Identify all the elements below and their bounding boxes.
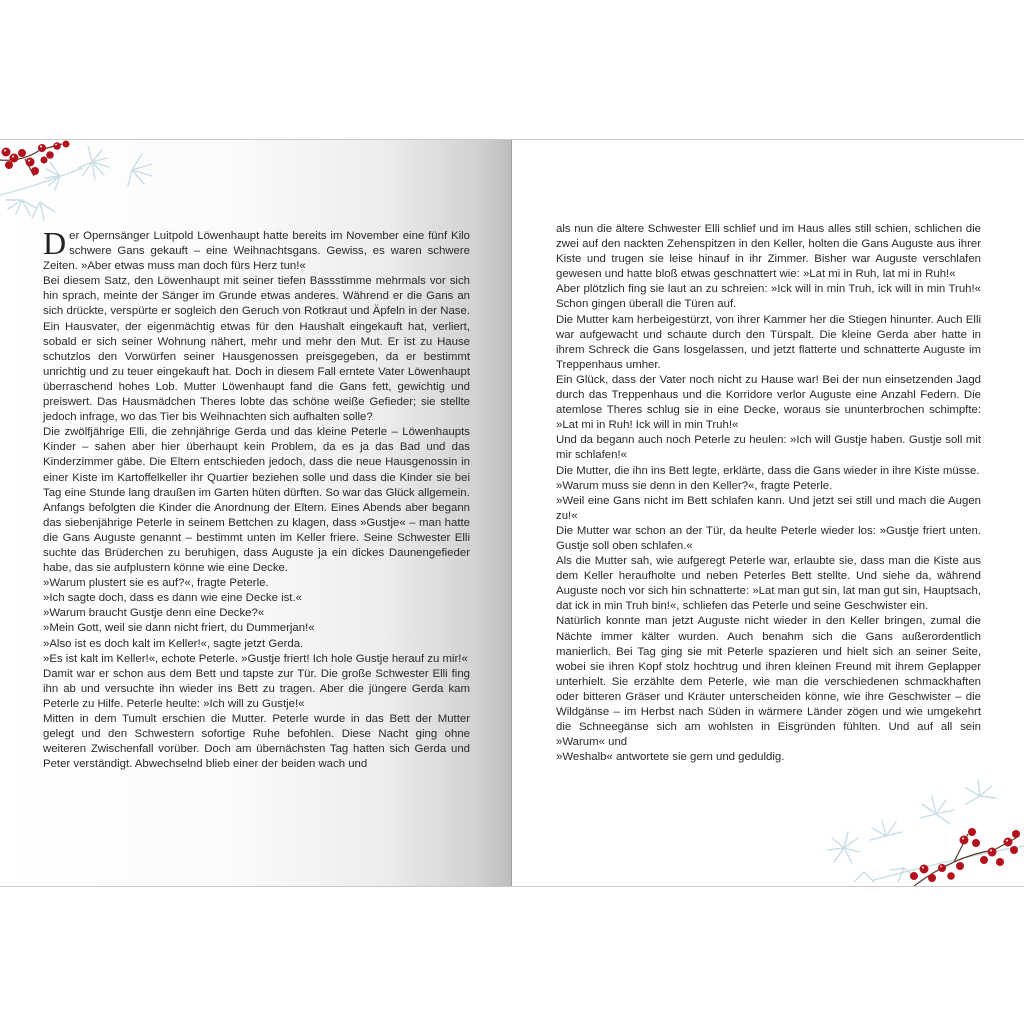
book-spread [0, 139, 1024, 887]
right-page-text [556, 222, 981, 765]
dropcap: D [43, 225, 67, 261]
paragraph: Die Mutter, die ihn ins Bett legte, erklärte, dass die Gans wieder in ihre Kiste müsse. [556, 464, 980, 477]
paragraph-text: er Opernsänger Luitpold Löwenhaupt hatte bereits im November eine fünf Kilo schwere Gans gekauft – eine Weihnachtsgans. Gewiss, es waren schwere Zeiten. »Aber etwas muss man doch fürs Herz tun!« [43, 230, 470, 273]
right-page [512, 140, 1024, 886]
paragraph: »Weshalb« antwortete sie gern und geduldig. [556, 751, 785, 764]
paragraph: Aber plötzlich fing sie laut an zu schreien: »Ick will in min Truh, ick will in min Truh!« Schon gingen überall die Türen auf. [556, 283, 981, 311]
paragraph: Die zwölfjährige Elli, die zehnjährige Gerda und das kleine Peterle – Löwenhaupts Kinder – sahen aber hier überhaupt kein Problem, da es ja das Bad und das Kinderzimmer gäbe. Die Eltern entschieden jedoch, dass die neue Hausgenossin in einer Kiste im Kartoffelkeller ihr Quartier beziehen solle und dass die Kinder sie bei Tag eine Stunde lang draußen im Garten hüten dürften. So war das Glück allgemein. [43, 426, 470, 499]
paragraph: »Also ist es doch kalt im Keller!«, sagte jetzt Gerda. [43, 637, 304, 650]
paragraph: »Warum plustert sie es auf?«, fragte Peterle. [43, 577, 269, 590]
paragraph: »Warum braucht Gustje denn eine Decke?« [43, 607, 265, 620]
paragraph: Damit war er schon aus dem Bett und tapste zur Tür. Die große Schwester Elli fing ihn ab und versuchte ihn wieder ins Bett zu tragen. Aber die jüngere Gerda kam Peterle zu Hilfe. Peterle heulte: »Ich will zu Gustje!« [43, 667, 470, 710]
left-page-text [43, 225, 470, 772]
paragraph: Anfangs befolgten die Kinder die Anordnung der Eltern. Eines Abends aber begann das siebenjährige Peterle in seinem Bettchen zu klagen, dass »Gustje« – man hatte die Gans Auguste genannt – bestimmt unten im Keller friere. Seine Schwester Elli suchte das Brüderchen zu beruhigen, dass Auguste ja ein dickes Daunengefieder habe, das sie aufplustern könne wie eine Decke. [43, 501, 470, 575]
paragraph [43, 225, 470, 274]
paragraph: »Mein Gott, weil sie dann nicht friert, du Dummerjan!« [43, 622, 315, 635]
paragraph: Ein Glück, dass der Vater noch nicht zu Hause war! Bei der nun einsetzenden Jagd durch das Treppenhaus und die Korridore verlor Auguste eine Anzahl Federn. Die atemlose Theres schlug sie in eine Decke, woraus sie ununterbrochen schimpfte: »Lat mi in Ruh! Ick will in min Truh!« [556, 373, 981, 432]
paragraph: Die Mutter war schon an der Tür, da heulte Peterle wieder los: »Gustje friert unten. Gustje soll oben schlafen.« [556, 524, 981, 552]
berry-branch-top-left-icon [0, 140, 160, 225]
paragraph: Natürlich konnte man jetzt Auguste nicht wieder in den Keller bringen, zumal die Nächte immer kälter wurden. Auch benahm sich die Gans außerordentlich manierlich. Bei Tag ging sie mit Peterle spazieren und hielt sich an seiner Seite, wobei sie ihren Kopf stolz hochtrug und ihren kleinen Freund mit ihrem Geplapper unterhielt. Sie erzählte dem Peterle, wie man die verschiedenen schmackhaften oder bitteren Gräser und Kräuter unterscheiden könne, wie ihre Geschwister – die Wildgänse – im Herbst nach Süden in wärmere Länder zögen und wie umgekehrt die Schneegänse sich am wohlsten in Eisgründen fühlten. Und auf all sein »Warum« und [556, 615, 981, 749]
paragraph: »Warum muss sie denn in den Keller?«, fragte Peterle. [556, 479, 833, 492]
paragraph: Mitten in dem Tumult erschien die Mutter. Peterle wurde in das Bett der Mutter gelegt und den Schwestern sofortige Ruhe befohlen. Diese Nacht ging ohne weiteren Zwischenfall vorüber. Doch am übernächsten Tag hatten sich Gerda und Peter verständigt. Abwechselnd blieb einer der beiden wach und [43, 713, 470, 771]
paragraph: Und da begann auch noch Peterle zu heulen: »Ich will Gustje haben. Gustje soll mit mir schlafen!« [556, 434, 981, 462]
paragraph: »Es ist kalt im Keller!«, echote Peterle. »Gustje friert! Ich hole Gustje herauf zu mir!« [43, 652, 468, 665]
left-page [0, 140, 511, 886]
paragraph: Als die Mutter sah, wie aufgeregt Peterle war, erlaubte sie, dass man die Kiste aus dem Keller heraufholte und neben Peterles Bett stellte. Und siehe da, während Auguste noch vor sich hin schnatterte: »Lat man gut sin, lat man gut sin, Hauptsach, dat ick in min Truh bin!«, schliefen das Peterle und seine Geschwister ein. [556, 555, 981, 613]
paragraph: Die Mutter kam herbeigestürzt, von ihrer Kammer her die Stiegen hinunter. Auch Elli war aufgewacht und schaute durch den Türspalt. Die kleine Gerda aber hatte in ihrem Schreck die Gans losgelassen, und jetzt flatterte und schnatterte Auguste im Treppenhaus umher. [556, 313, 981, 371]
paragraph: Bei diesem Satz, den Löwenhaupt mit seiner tiefen Bassstimme mehrmals vor sich hin sprach, meinte der Sänger im Grunde etwas anderes. Während er die Gans an sich drückte, verspürte er sogleich den Geruch von Rotkraut und Äpfeln in der Nase. Ein Hausvater, der eigenmächtig etwas für den Haushalt eingekauft hat, verliert, sobald er sich seiner Wohnung nähert, mehr und mehr den Mut. Er ist zu Hause schutzlos den Vorwürfen seiner Hausgenossen preisgegeben, da er bestimmt unrichtig und zu teuer eingekauft hat. Doch in diesem Fall erntete Vater Löwenhaupt überraschend hohes Lob. Mutter Löwenhaupt fand die Gans fett, gewichtig und preiswert. Das Hausmädchen Theres lobte das schöne weiße Gefieder; sie stellte jedoch infrage, wo das Tier bis Weihnachten sich aufhalten solle? [43, 275, 470, 424]
paragraph: »Weil eine Gans nicht im Bett schlafen kann. Und jetzt sei still und mach die Augen zu!« [556, 494, 981, 522]
paragraph: »Ich sagte doch, dass es dann wie eine Decke ist.« [43, 592, 302, 605]
berry-branch-bottom-right-icon [804, 776, 1024, 886]
paragraph: als nun die ältere Schwester Elli schlief und im Haus alles still schien, schlichen die zwei auf den nackten Zehenspitzen in den Keller, holten die Gans Auguste aus ihrer Kiste und trugen sie leise hinauf in ihr Zimmer. Bisher war Auguste verschlafen gewesen und hatte bloß etwas geschnattert wie: »Lat mi in Ruh, lat mi in Ruh!« [556, 223, 981, 281]
